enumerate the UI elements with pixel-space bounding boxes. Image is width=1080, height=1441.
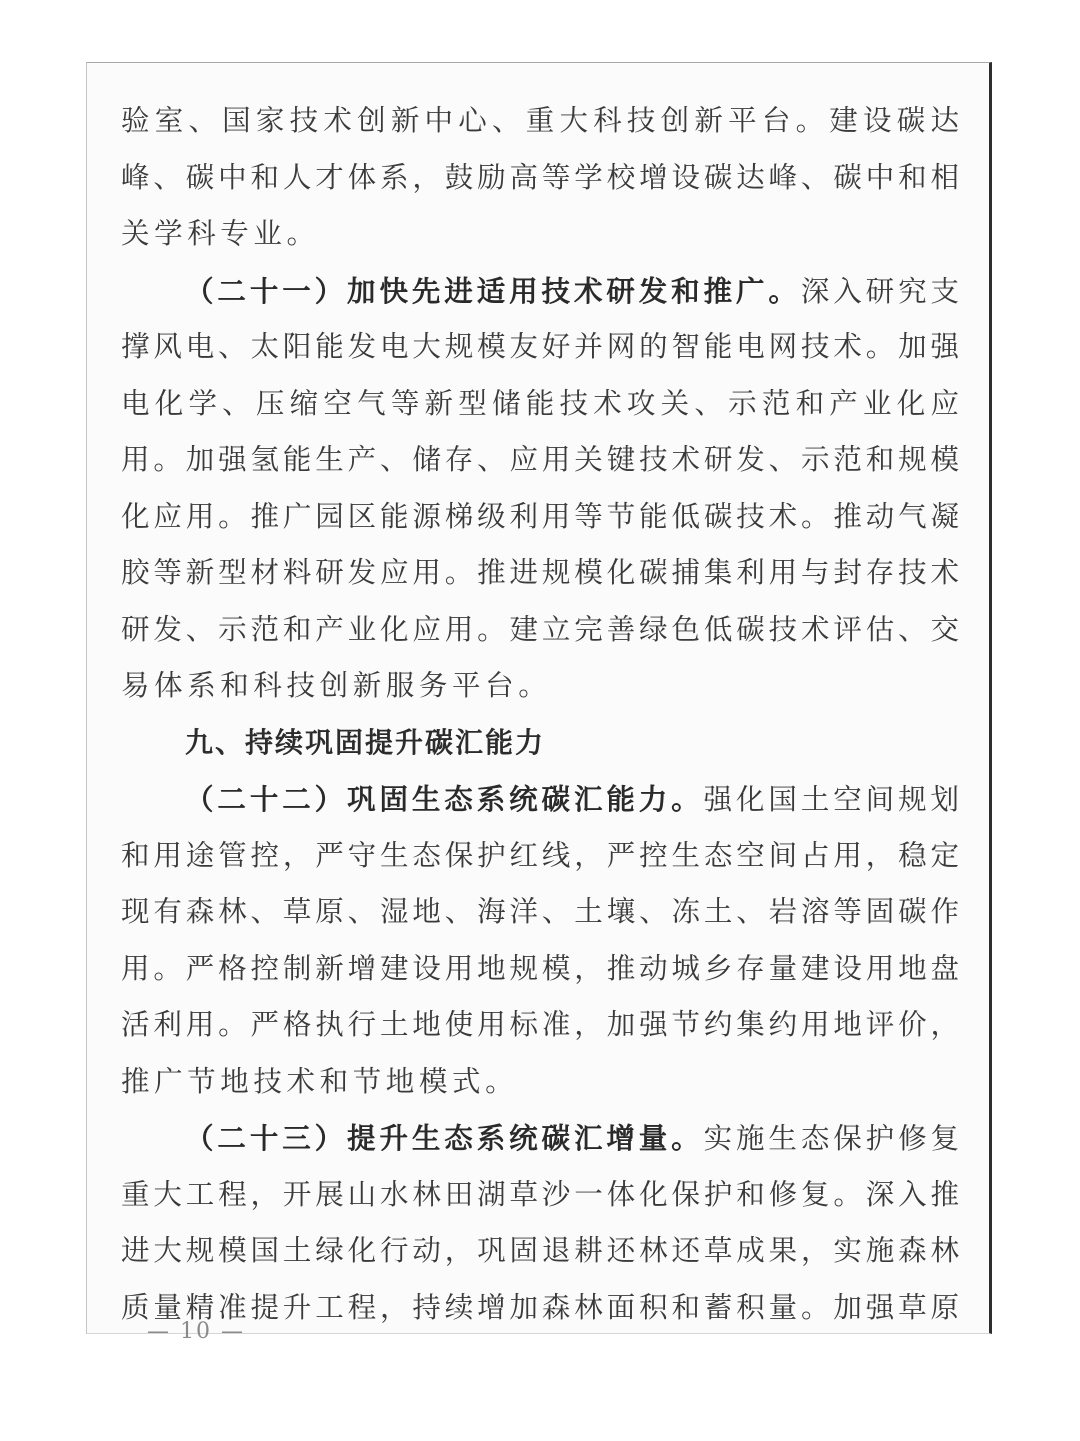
text-line: 用。严格控制新增建设用地规模，推动城乡存量建设用地盘 — [121, 951, 959, 985]
section-heading: 九、持续巩固提升碳汇能力 — [185, 725, 546, 759]
document-page — [86, 62, 992, 1344]
paragraph-21-title: （二十一）加快先进适用技术研发和推广。 — [185, 273, 801, 308]
text-line: 进大规模国土绿化行动，巩固退耕还林还草成果，实施森林 — [121, 1234, 959, 1267]
paragraph-21-text: 深入研究支 — [800, 274, 959, 308]
paragraph-22-first-line — [121, 771, 959, 828]
paragraph-23-first-line — [121, 1110, 959, 1167]
text-line: 现有森林、草原、湿地、海洋、土壤、冻土、岩溶等固碳作 — [121, 895, 959, 928]
text-line: 用。加强氢能生产、储存、应用关键技术研发、示范和规模 — [121, 443, 959, 476]
text-line: 研发、示范和产业化应用。建立完善绿色低碳技术评估、交 — [121, 612, 959, 646]
text-line: 易体系和科技创新服务平台。 — [121, 669, 552, 702]
paragraph-22-text: 强化国土空间规划 — [703, 783, 959, 816]
text-line: 重大工程，开展山水林田湖草沙一体化保护和修复。深入推 — [121, 1177, 959, 1211]
paragraph-23-title: （二十三）提升生态系统碳汇增量。 — [185, 1121, 704, 1155]
text-line: 关学科专业。 — [121, 217, 320, 250]
text-line: 活利用。严格执行土地使用标准，加强节约集约用地评价， — [121, 1008, 959, 1041]
paragraph-21-first-line — [121, 263, 959, 320]
text-line: 和用途管控，严守生态保护红线，严控生态空间占用，稳定 — [121, 838, 959, 872]
text-line: 峰、碳中和人才体系，鼓励高等学校增设碳达峰、碳中和相 — [121, 160, 959, 194]
text-line: 推广节地技术和节地模式。 — [121, 1064, 519, 1098]
page-number: — 10 — — [147, 1319, 245, 1344]
paragraph-22-title: （二十二）巩固生态系统碳汇能力。 — [185, 782, 704, 816]
text-line: 电化学、压缩空气等新型储能技术攻关、示范和产业化应 — [121, 386, 959, 420]
document-body — [121, 93, 959, 1336]
text-line: 撑风电、太阳能发电大规模友好并网的智能电网技术。加强 — [121, 330, 959, 363]
text-line: 验室、国家技术创新中心、重大科技创新平台。建设碳达 — [121, 104, 959, 137]
text-line: 胶等新型材料研发应用。推进规模化碳捕集利用与封存技术 — [121, 556, 959, 589]
text-line: 化应用。推广园区能源梯级利用等节能低碳技术。推动气凝 — [121, 499, 959, 533]
paragraph-23-text: 实施生态保护修复 — [703, 1122, 959, 1155]
text-line: 质量精准提升工程，持续增加森林面积和蓄积量。加强草原 — [121, 1290, 959, 1324]
